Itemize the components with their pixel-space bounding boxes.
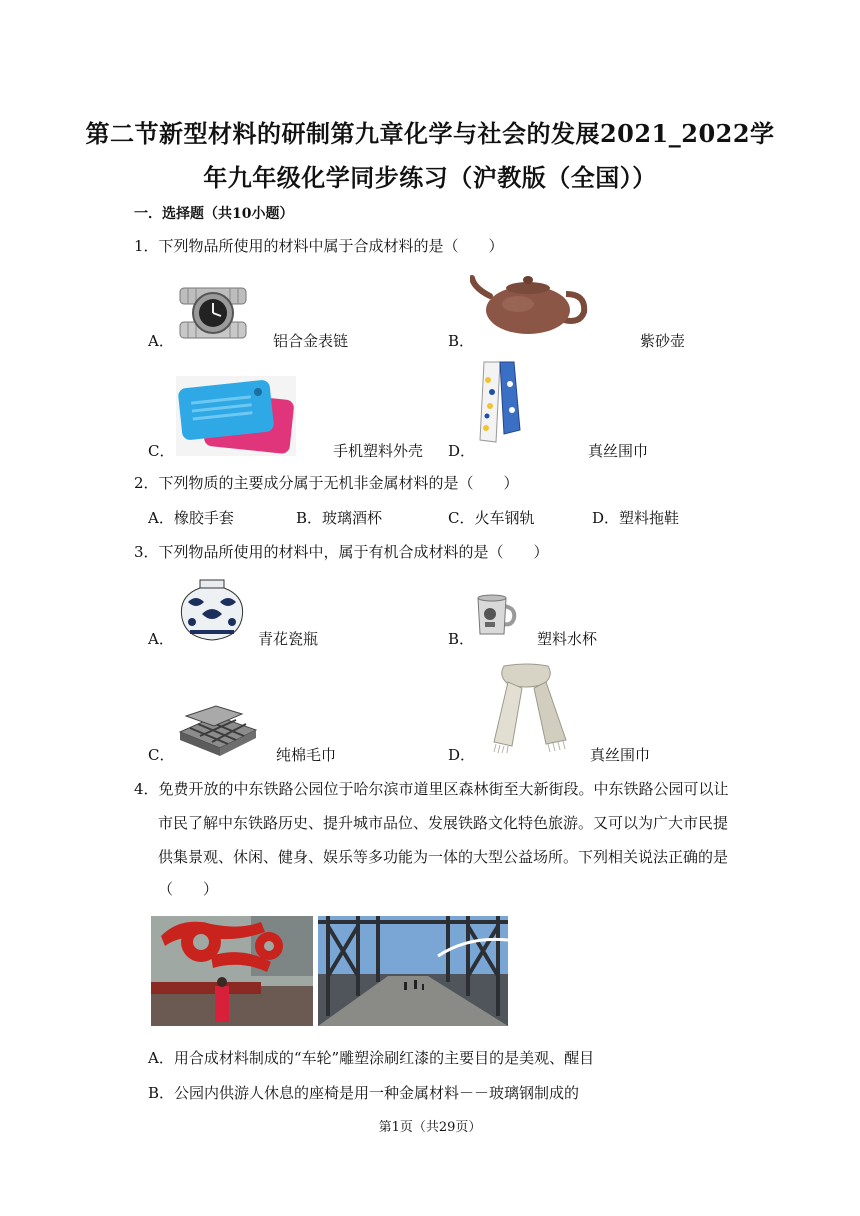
q4-option-b: B．公园内供游人休息的座椅是用一种金属材料－－玻璃钢制成的 bbox=[148, 1084, 580, 1102]
q2-stem: 2．下列物质的主要成分属于无机非金属材料的是（ ） bbox=[134, 474, 519, 492]
q1-option-b-text: 紫砂壶 bbox=[640, 332, 686, 350]
porcelain-vase-image bbox=[176, 578, 248, 642]
q2-option-a: A．橡胶手套 bbox=[148, 509, 234, 527]
q3-option-b-letter: B． bbox=[448, 630, 475, 648]
q3-option-b-text: 塑料水杯 bbox=[537, 630, 598, 648]
iron-bridge-photo bbox=[318, 916, 508, 1026]
q1-option-c-letter: C． bbox=[148, 442, 175, 460]
q2-option-d: D．塑料拖鞋 bbox=[592, 509, 680, 527]
q3-option-c-letter: C． bbox=[148, 746, 175, 764]
q3-option-d-text: 真丝围巾 bbox=[590, 746, 651, 764]
page-footer: 第1页（共29页） bbox=[378, 1120, 482, 1135]
teapot-image bbox=[470, 266, 588, 336]
q3-option-c-text: 纯棉毛巾 bbox=[276, 746, 337, 764]
section-heading: 一．选择题（共10小题） bbox=[134, 206, 294, 222]
q4-stem-line2: 市民了解中东铁路历史、提升城市品位、发展铁路文化特色旅游。又可以为广大市民提 bbox=[158, 814, 729, 832]
q1-option-b-letter: B． bbox=[448, 332, 475, 350]
q1-stem: 1．下列物品所使用的材料中属于合成材料的是（ ） bbox=[134, 237, 504, 255]
q4-stem-line4: （ ） bbox=[158, 880, 219, 898]
q1-option-a-letter: A． bbox=[148, 332, 174, 350]
q1-option-d-letter: D． bbox=[448, 442, 476, 460]
q3-option-d-letter: D． bbox=[448, 746, 476, 764]
document-title-line1: 第二节新型材料的研制第九章化学与社会的发展2021_2022学 bbox=[85, 119, 775, 148]
q2-option-b: B．玻璃酒杯 bbox=[296, 509, 383, 527]
q1-option-a-text: 铝合金表链 bbox=[273, 332, 349, 350]
q3-stem: 3．下列物品所使用的材料中，属于有机合成材料的是（ ） bbox=[134, 543, 549, 561]
silk-scarf-image bbox=[474, 662, 578, 754]
q3-option-a-letter: A． bbox=[148, 630, 174, 648]
watch-image bbox=[176, 282, 250, 344]
wheel-sculpture-photo bbox=[151, 916, 313, 1026]
q4-option-a: A．用合成材料制成的“车轮”雕塑涂刷红漆的主要目的是美观、醒目 bbox=[148, 1049, 595, 1067]
document-title-line2: 年九年级化学同步练习（沪教版（全国）） bbox=[203, 163, 657, 192]
q4-stem-line3: 供集景观、休闲、健身、娱乐等多功能为一体的大型公益场所。下列相关说法正确的是 bbox=[158, 848, 729, 866]
q1-option-c-text: 手机塑料外壳 bbox=[333, 442, 424, 460]
cotton-towel-image bbox=[176, 702, 258, 758]
q1-option-d-text: 真丝围巾 bbox=[588, 442, 649, 460]
q3-option-a-text: 青花瓷瓶 bbox=[258, 630, 319, 648]
silk-scarf-image bbox=[474, 360, 524, 444]
q2-option-c: C．火车钢轨 bbox=[448, 509, 535, 527]
plastic-cup-image bbox=[472, 592, 518, 638]
phone-case-image bbox=[176, 376, 296, 456]
q4-stem-line1: 4．免费开放的中东铁路公园位于哈尔滨市道里区森林街至大新街段。中东铁路公园可以让 bbox=[134, 780, 729, 798]
